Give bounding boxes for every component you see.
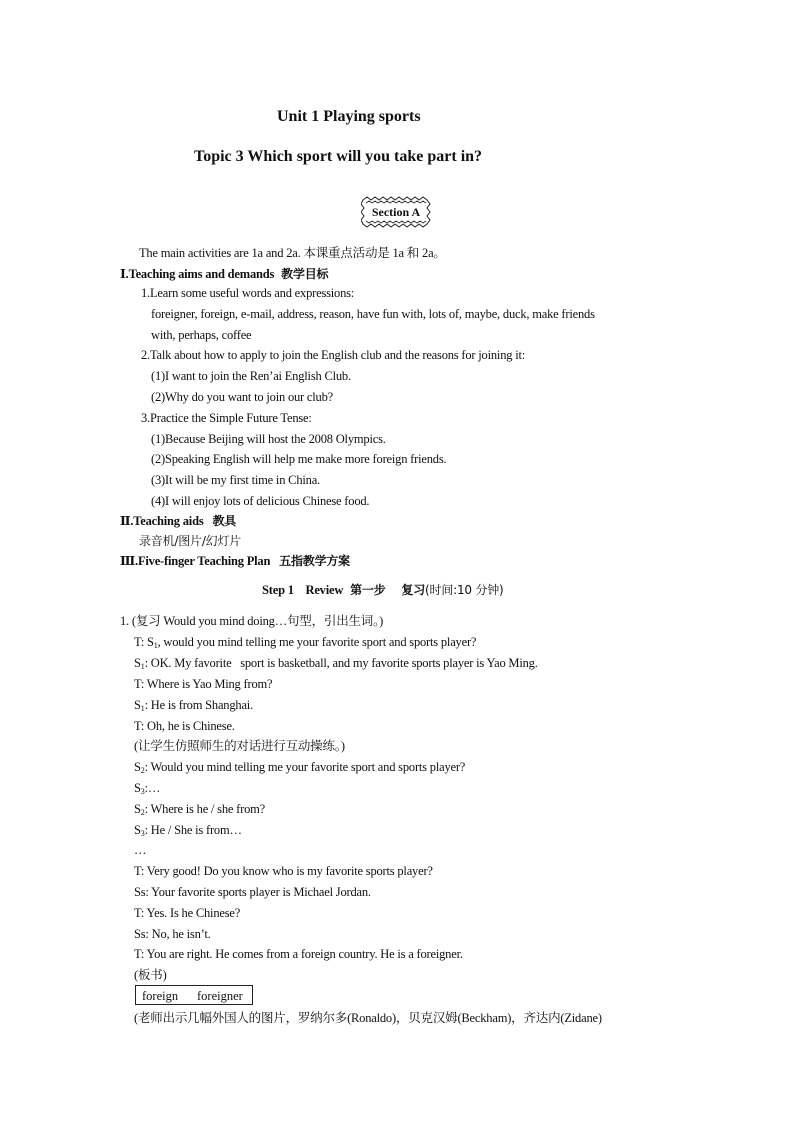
- blackboard-words-box: [135, 985, 253, 1005]
- part1-numeral: Ⅰ.: [120, 267, 129, 281]
- part3-heading-text: Five-finger Teaching Plan: [137, 554, 271, 568]
- dialogue-line: T: Very good! Do you know who is my favorite sports player?: [134, 864, 433, 878]
- part1-heading-text: Teaching aims and demands: [128, 267, 275, 281]
- dialogue-line: $S_1$: He is from Shanghai.: [134, 698, 254, 713]
- intro-text: The main activities are 1a and 2a. 本课重点活动是 1a 和 2a。: [139, 246, 446, 260]
- aim-item-2: 2.Talk about how to apply to join the English club and the reasons for joining it:: [141, 348, 526, 362]
- aim-item-2a: (1)I want to join the Ren’ai English Club.: [151, 369, 351, 383]
- practice-instruction: (让学生仿照师生的对话进行互动操练。): [134, 739, 345, 753]
- dialogue-line: $S_3$: He / She is from…: [134, 823, 242, 838]
- dialogue-line: T: You are right. He comes from a foreign country. He is a foreigner.: [134, 947, 463, 961]
- part3-heading-cn: 五指教学方案: [279, 554, 350, 568]
- dialogue-line: Ss: Your favorite sports player is Michael Jordan.: [134, 885, 371, 899]
- aim-item-3c: (3)It will be my first time in China.: [151, 473, 320, 487]
- board-word-foreign: foreign: [142, 989, 179, 1003]
- aim-item-3b: (2)Speaking English will help me make more foreign friends.: [151, 452, 447, 466]
- dialogue-ellipsis: …: [134, 843, 147, 857]
- part3-heading: [120, 553, 350, 569]
- aim-item-3d: (4)I will enjoy lots of delicious Chinese food.: [151, 494, 370, 508]
- part2-numeral: Ⅱ.: [120, 514, 134, 528]
- aim-item-2b: (2)Why do you want to join our club?: [151, 390, 333, 404]
- dialogue-line: $S_1$: OK. My favorite sport is basketball, and my favorite sports player is Yao Ming.: [134, 656, 538, 671]
- aim-item-3: 3.Practice the Simple Future Tense:: [141, 411, 312, 425]
- aim-item-1-words-a: foreigner, foreign, e-mail, address, reason, have fun with, lots of, maybe, duck, make friends: [151, 307, 595, 321]
- aim-item-1-words-b: with, perhaps, coffee: [151, 328, 252, 342]
- dialogue-line: T: Oh, he is Chinese.: [134, 719, 235, 733]
- part2-heading-text: Teaching aids: [133, 514, 204, 528]
- dialogue-line: T: Where is Yao Ming from?: [134, 677, 273, 691]
- step1-heading: [262, 582, 504, 598]
- aim-item-3a: (1)Because Beijing will host the 2008 Olympics.: [151, 432, 386, 446]
- step1-time-note: (时间:10 分钟): [425, 583, 504, 597]
- section-label: Section A: [371, 205, 421, 219]
- review-instruction: 1. (复习 Would you mind doing…句型，引出生词。): [120, 614, 384, 628]
- teaching-aids-content: 录音机/图片/幻灯片: [139, 534, 242, 548]
- topic-title: Topic 3 Which sport will you take part in?: [194, 148, 483, 165]
- dialogue-line: $S_3:\dots$: [134, 781, 161, 796]
- board-note: (板书): [134, 968, 167, 982]
- step1-label: Step 1 Review: [262, 583, 344, 597]
- part3-numeral: Ⅲ.: [120, 554, 138, 568]
- dialogue-line: T: $S_1$, would you mind telling me your favorite sport and sports player?: [134, 635, 477, 650]
- unit-title: Unit 1 Playing sports: [277, 108, 421, 125]
- part1-heading: [120, 266, 328, 282]
- part1-heading-cn: 教学目标: [281, 267, 329, 281]
- teacher-pictures-note: (老师出示几幅外国人的图片，罗纳尔多(Ronaldo)，贝克汉姆(Beckham)，齐达内(Zidane): [134, 1011, 602, 1025]
- aim-item-1: 1.Learn some useful words and expressions:: [141, 286, 355, 300]
- board-word-foreigner: foreigner: [197, 989, 243, 1003]
- dialogue-line: $S_2$: Where is he / she from?: [134, 802, 265, 817]
- part2-heading: [120, 513, 236, 529]
- dialogue-line: Ss: No, he isn’t.: [134, 927, 211, 941]
- part2-heading-cn: 教具: [212, 514, 237, 528]
- step1-label-cn: 第一步 复习: [350, 583, 426, 597]
- dialogue-line: T: Yes. Is he Chinese?: [134, 906, 241, 920]
- dialogue-line: $S_2$: Would you mind telling me your favorite sport and sports player?: [134, 760, 466, 775]
- section-label-box: [361, 196, 431, 228]
